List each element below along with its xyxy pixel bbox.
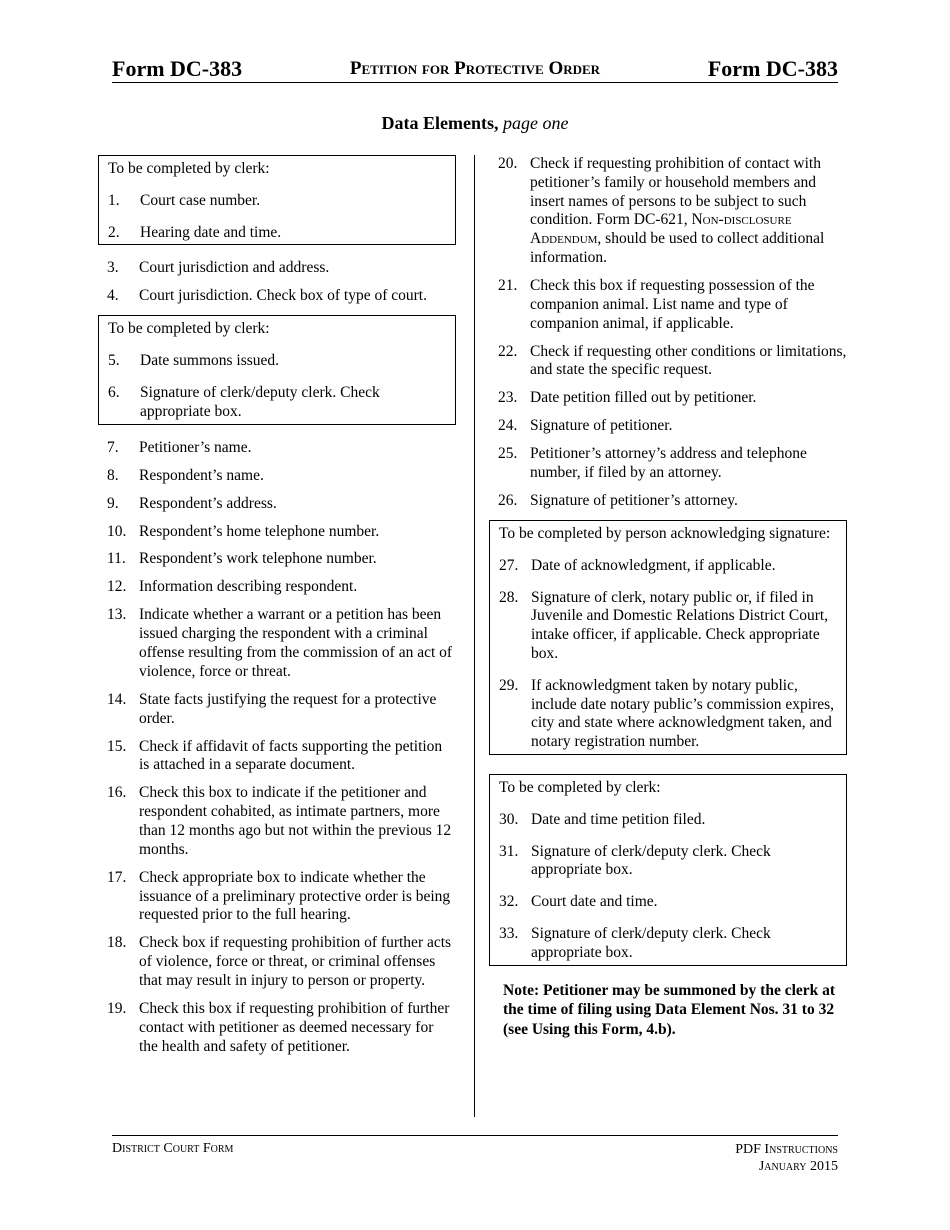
item-number: 3. — [107, 259, 119, 277]
box-heading: To be completed by person acknowledging signature: — [499, 525, 831, 543]
item-number: 15. — [107, 737, 127, 755]
list-item — [107, 691, 456, 729]
box-heading: To be completed by clerk: — [108, 160, 270, 177]
item-number: 24. — [498, 417, 518, 435]
item-text: Respondent’s address. — [139, 494, 277, 512]
items-group — [98, 259, 456, 306]
item-text: Signature of clerk, notary public or, if filed in Juvenile and Domestic Relations District Court, intake officer, if applicable. Check appropriate box. — [531, 588, 829, 663]
list-item — [498, 343, 847, 381]
list-item — [107, 259, 456, 278]
section-subtitle — [0, 113, 950, 134]
footer-left: District Court Form — [112, 1141, 234, 1156]
list-item — [498, 389, 847, 408]
item-number: 26. — [498, 492, 518, 510]
list-item — [107, 578, 456, 597]
item-number: 2. — [108, 223, 120, 241]
page-footer — [112, 1135, 838, 1174]
item-text: Date of acknowledgment, if applicable. — [531, 556, 776, 574]
item-number: 31. — [499, 842, 519, 860]
item-number: 4. — [107, 287, 119, 305]
item-number: 10. — [107, 522, 127, 540]
page-title: Petition for Protective Order — [349, 58, 601, 79]
item-number: 27. — [499, 556, 519, 574]
item-number: 9. — [107, 494, 119, 512]
item-number: 6. — [108, 383, 120, 401]
form-number-left: Form DC-383 — [112, 56, 243, 81]
list-item — [107, 523, 456, 542]
item-number: 20. — [498, 155, 518, 172]
list-item — [499, 925, 837, 963]
item-text: Court jurisdiction. Check box of type of court. — [139, 287, 427, 305]
list-item — [107, 439, 456, 458]
acknowledgment-box — [489, 520, 847, 755]
list-item — [498, 277, 847, 333]
item-text: Court date and time. — [531, 893, 658, 911]
list-item — [108, 192, 446, 211]
item-number: 14. — [107, 690, 127, 708]
item-number: 18. — [107, 934, 127, 952]
item-number: 28. — [499, 588, 519, 606]
item-text: Respondent’s work telephone number. — [139, 550, 377, 568]
list-item — [108, 352, 446, 371]
box-heading: To be completed by clerk: — [108, 320, 270, 338]
list-item — [499, 843, 837, 881]
item-text: Check this box if requesting prohibition of further contact with petitioner as deemed necessary for the health and safety of petitioner. — [139, 999, 450, 1055]
item-text: Check this box to indicate if the petitioner and respondent cohabited, as intimate partners, more than 12 months ago but not within the previous 12 months. — [139, 784, 452, 858]
list-item — [107, 784, 456, 859]
item-text: Petitioner’s name. — [139, 438, 252, 456]
item-text: Signature of clerk/deputy clerk. Check appropriate box. — [531, 925, 771, 961]
list-item — [107, 495, 456, 514]
item-text: Hearing date and time. — [140, 223, 282, 241]
item-number: 1. — [108, 191, 120, 209]
item-number: 7. — [107, 438, 119, 456]
column-divider — [474, 155, 475, 1117]
item-text: Signature of petitioner. — [530, 417, 673, 435]
item-text: Check appropriate box to indicate whether the issuance of a preliminary protective order is being requested prior to the full hearing. — [139, 868, 451, 924]
item-text: Court jurisdiction and address. — [139, 259, 330, 277]
item-number: 11. — [107, 550, 126, 568]
list-item — [107, 287, 456, 306]
item-number: 25. — [498, 445, 518, 463]
list-item — [498, 445, 847, 483]
item-number: 32. — [499, 893, 519, 911]
item-text: Check if requesting other conditions or limitations, and state the specific request. — [530, 342, 847, 379]
item-text: Check if affidavit of facts supporting the petition is attached in a separate document. — [139, 737, 443, 774]
item-text: Signature of clerk/deputy clerk. Check appropriate box. — [531, 842, 771, 879]
subtitle-bold: Data Elements, — [381, 113, 499, 133]
items-group — [489, 155, 847, 511]
subtitle-italic: page one — [503, 113, 569, 133]
item-text: Check this box if requesting possession of the companion animal. List name and type of companion animal, if applicable. — [530, 276, 815, 332]
item-number: 19. — [107, 999, 127, 1017]
list-item — [499, 589, 837, 664]
addendum-name: Non-disclosure Addendum — [530, 211, 792, 248]
box-heading: To be completed by clerk: — [499, 779, 661, 797]
list-item — [107, 606, 456, 681]
item-text: Petitioner’s attorney’s address and telephone number, if filed by an attorney. — [530, 445, 807, 482]
item-number: 29. — [499, 676, 519, 694]
item-text: Check box if requesting prohibition of further acts of violence, force or threat, or criminal offenses that may result in injury to person or property. — [139, 934, 452, 989]
item-text: Court case number. — [140, 191, 261, 209]
item-text: Signature of clerk/deputy clerk. Check appropriate box. — [140, 383, 380, 420]
list-item — [108, 224, 446, 243]
item-text — [530, 155, 847, 268]
list-item — [107, 550, 456, 569]
list-item — [499, 677, 837, 752]
item-number: 16. — [107, 784, 127, 802]
item-number: 30. — [499, 810, 519, 828]
list-item — [498, 155, 847, 268]
item-text-part: Check if requesting prohibition of contact with petitioner’s family or household members and insert names of persons to be subject to such condition. Form DC-621, — [530, 155, 821, 229]
clerk-box-1 — [98, 155, 456, 245]
item-number: 12. — [107, 578, 127, 596]
item-text: If acknowledgment taken by notary public, include date notary public’s commission expires, city and state where acknowledgment taken, and notary registration number. — [531, 676, 835, 751]
item-number: 21. — [498, 276, 518, 294]
item-number: 33. — [499, 925, 519, 943]
left-column — [98, 155, 456, 1066]
footer-right-line1: PDF Instructions — [735, 1142, 838, 1157]
item-text: Indicate whether a warrant or a petition has been issued charging the respondent with a criminal offense resulting from the commission of an act of violence, force or threat. — [139, 606, 453, 680]
list-item — [107, 1000, 456, 1056]
form-number-right: Form DC-383 — [707, 56, 838, 81]
page-header — [112, 56, 838, 83]
item-number: 5. — [108, 352, 120, 370]
item-text: Respondent’s name. — [139, 466, 264, 484]
footer-right-line2: January 2015 — [758, 1159, 838, 1174]
item-number: 17. — [107, 868, 127, 886]
item-number: 8. — [107, 466, 119, 484]
list-item — [107, 467, 456, 486]
filing-note: Note: Petitioner may be summoned by the clerk at the time of filing using Data Element Nos. 31 to 32 (see Using this Form, 4.b). — [503, 981, 836, 1038]
list-item — [107, 869, 456, 925]
clerk-box-3 — [489, 774, 847, 966]
right-column — [489, 155, 847, 1039]
footer-right — [735, 1141, 838, 1175]
list-item — [498, 492, 847, 511]
list-item — [499, 811, 837, 830]
item-text: Date and time petition filed. — [531, 810, 706, 828]
item-text: State facts justifying the request for a protective order. — [139, 690, 437, 727]
clerk-box-2 — [98, 315, 456, 424]
list-item — [499, 893, 837, 912]
item-text: Respondent’s home telephone number. — [139, 522, 380, 540]
item-number: 13. — [107, 606, 127, 624]
list-item — [499, 557, 837, 576]
item-text: Signature of petitioner’s attorney. — [530, 492, 738, 510]
list-item — [107, 738, 456, 776]
item-text: Date petition filled out by petitioner. — [530, 389, 757, 407]
item-number: 23. — [498, 389, 518, 407]
item-text-part: , should be used to collect additional information. — [530, 230, 825, 266]
item-text: Information describing respondent. — [139, 578, 358, 596]
list-item — [498, 417, 847, 436]
list-item — [108, 384, 446, 422]
item-number: 22. — [498, 342, 518, 360]
list-item — [107, 934, 456, 990]
items-group — [98, 439, 456, 1057]
item-text: Date summons issued. — [140, 352, 280, 370]
